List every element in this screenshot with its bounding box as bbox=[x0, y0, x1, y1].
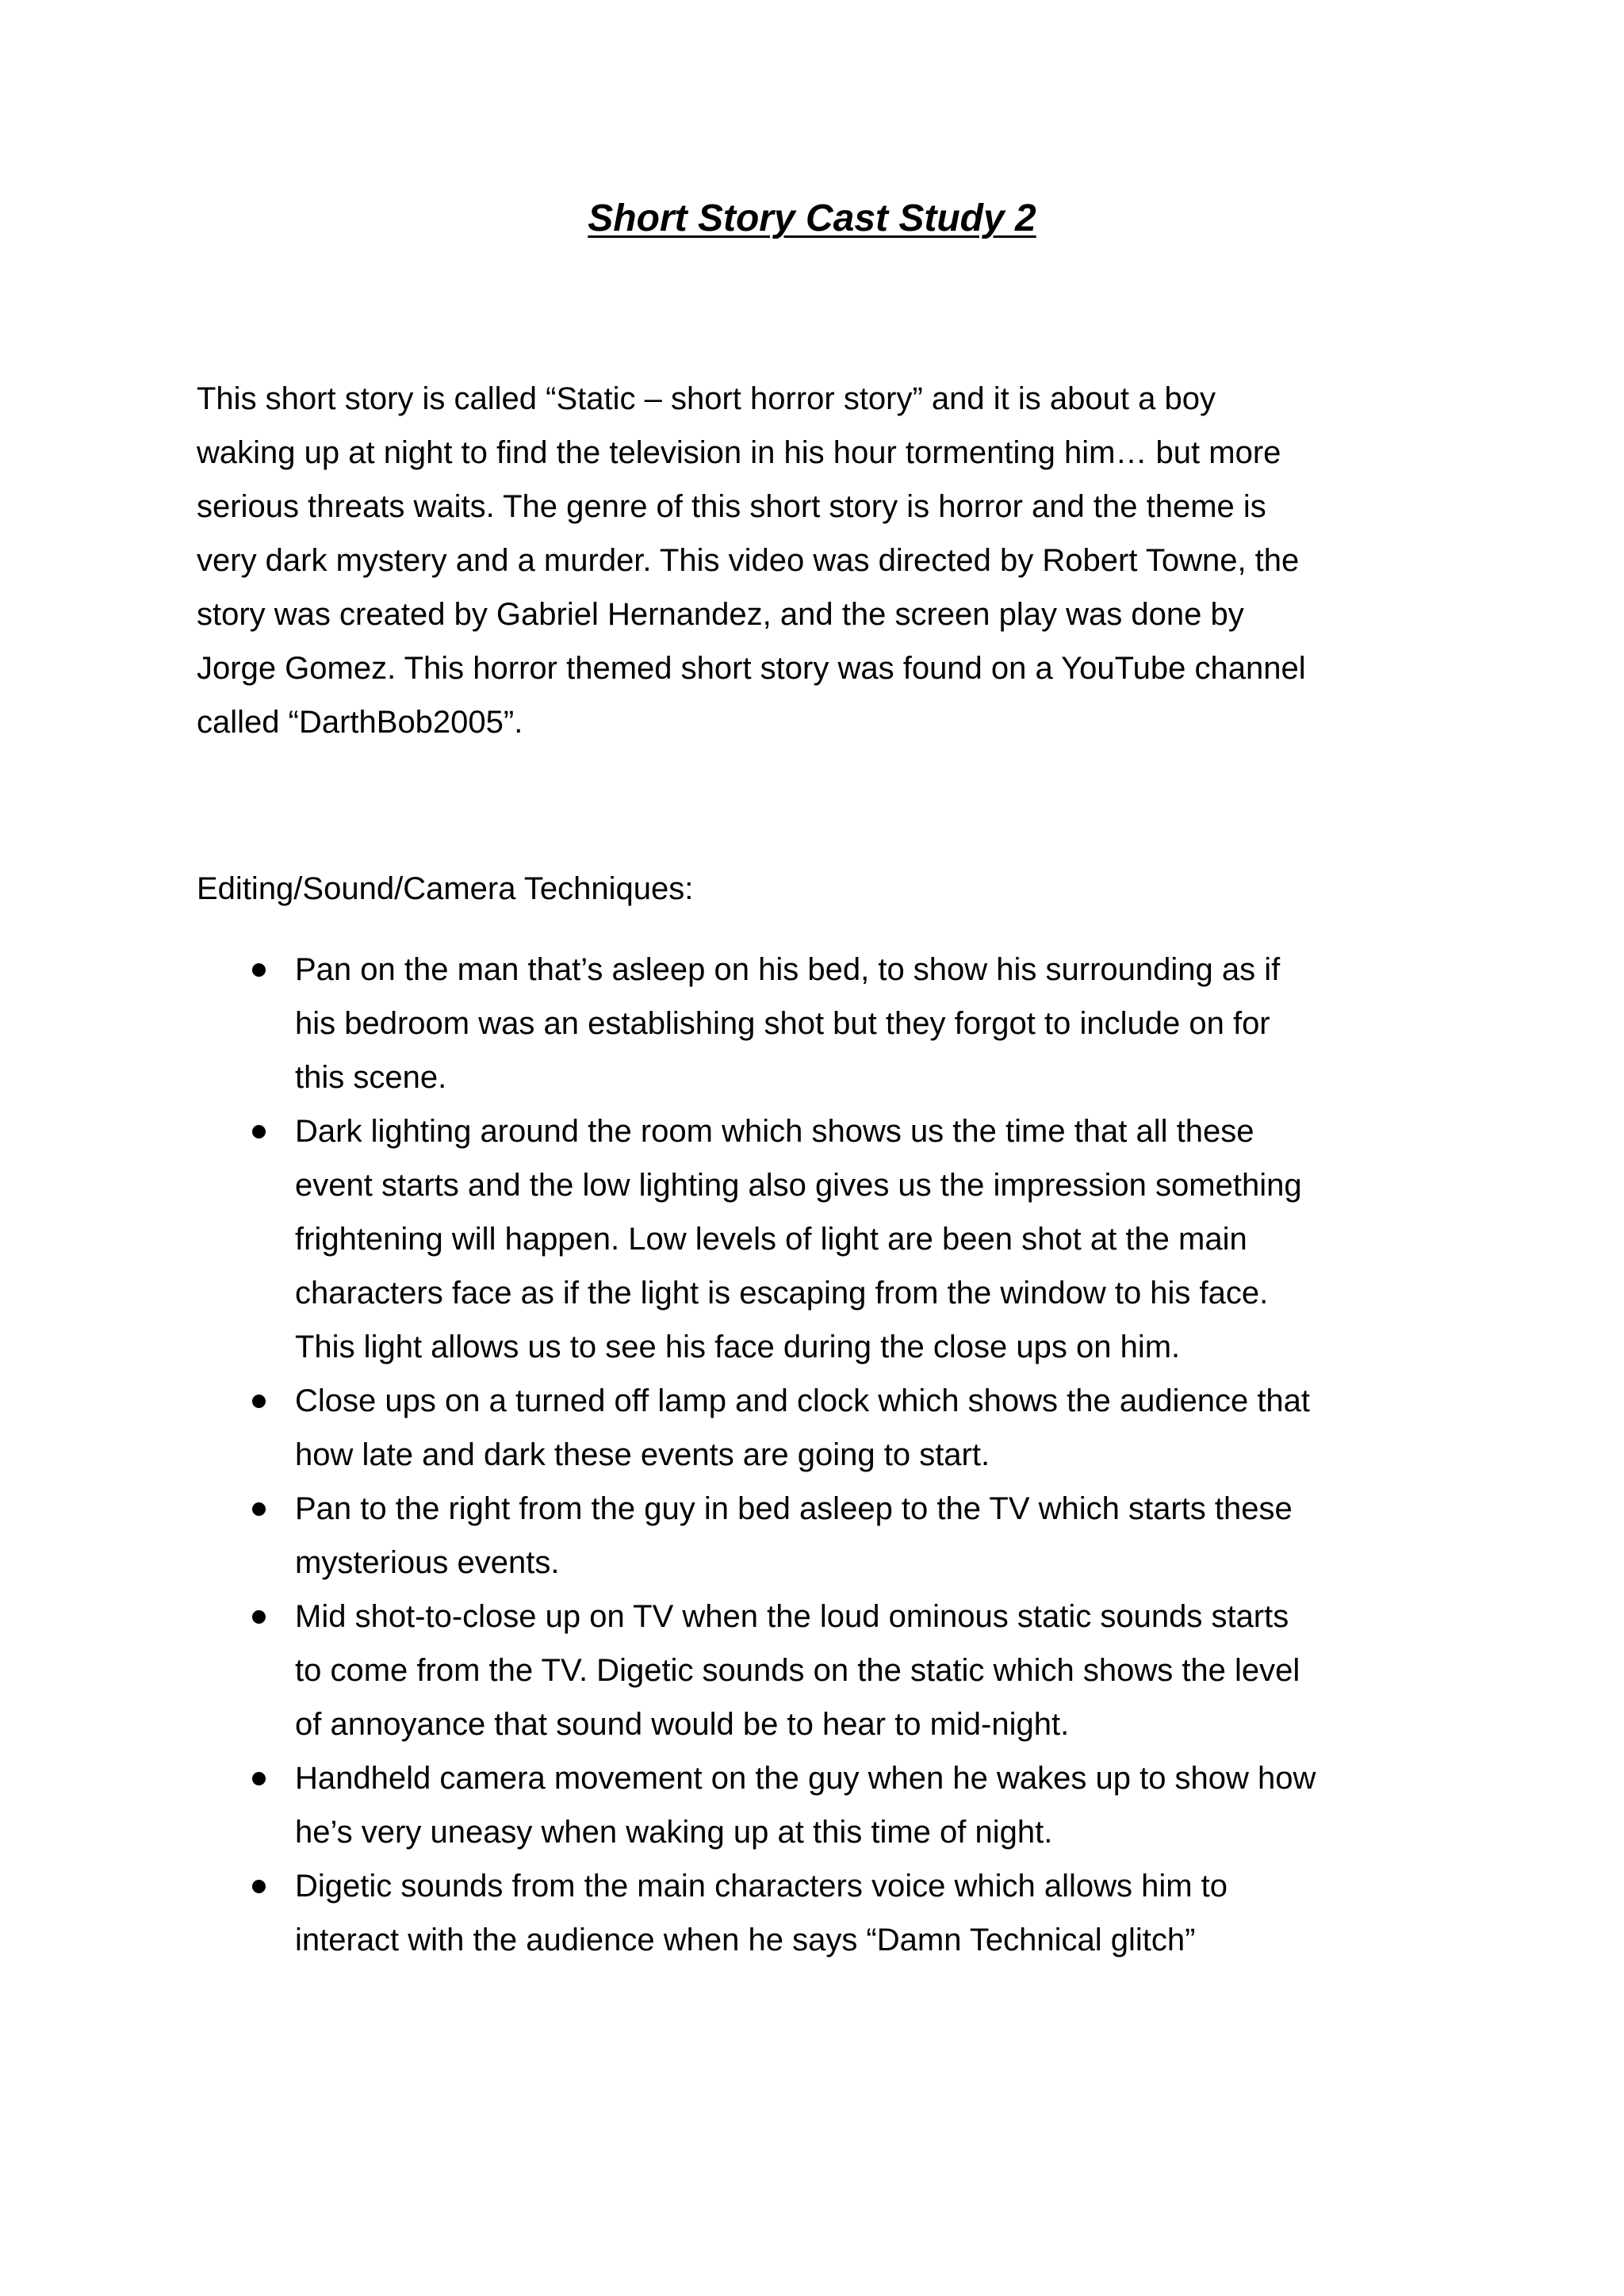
list-item-line: of annoyance that sound would be to hear to mid-night. bbox=[295, 1707, 1070, 1742]
list-item-line: Close ups on a turned off lamp and clock which shows the audience that bbox=[295, 1383, 1311, 1418]
list-item-line: Dark lighting around the room which shows us the time that all these bbox=[295, 1114, 1254, 1149]
list-item-line: Pan to the right from the guy in bed asleep to the TV which starts these bbox=[295, 1491, 1293, 1526]
section-heading: Editing/Sound/Camera Techniques: bbox=[197, 871, 694, 906]
intro-line: waking up at night to find the television in his hour tormenting him… but more bbox=[197, 435, 1281, 470]
intro-line: Jorge Gomez. This horror themed short story was found on a YouTube channel bbox=[197, 651, 1306, 686]
bullet-icon bbox=[252, 963, 266, 977]
list-item bbox=[197, 1104, 1465, 1374]
list-item-line: frightening will happen. Low levels of light are been shot at the main bbox=[295, 1222, 1247, 1257]
list-item-line: mysterious events. bbox=[295, 1545, 560, 1580]
list-item-line: he’s very uneasy when waking up at this time of night. bbox=[295, 1815, 1053, 1850]
list-item-line: to come from the TV. Digetic sounds on the static which shows the level bbox=[295, 1653, 1300, 1688]
bullet-icon bbox=[252, 1610, 266, 1624]
document-title: Short Story Cast Study 2 bbox=[588, 197, 1036, 239]
list-item bbox=[197, 1590, 1465, 1751]
list-item-line: Digetic sounds from the main characters voice which allows him to bbox=[295, 1869, 1228, 1904]
list-item-line: Pan on the man that’s asleep on his bed, to show his surrounding as if bbox=[295, 952, 1281, 987]
list-item-line: his bedroom was an establishing shot but they forgot to include on for bbox=[295, 1006, 1270, 1041]
intro-line: This short story is called “Static – short horror story” and it is about a boy bbox=[197, 381, 1216, 416]
list-item bbox=[197, 1374, 1465, 1482]
bullet-icon bbox=[252, 1395, 266, 1408]
list-item-line: characters face as if the light is escaping from the window to his face. bbox=[295, 1276, 1269, 1311]
list-item bbox=[197, 943, 1465, 1104]
list-item-line: This light allows us to see his face during the close ups on him. bbox=[295, 1330, 1181, 1364]
list-item bbox=[197, 1859, 1465, 1967]
bullet-icon bbox=[252, 1125, 266, 1138]
techniques-list bbox=[197, 943, 1465, 1967]
intro-line: called “DarthBob2005”. bbox=[197, 705, 523, 740]
intro-line: very dark mystery and a murder. This video was directed by Robert Towne, the bbox=[197, 543, 1300, 578]
bullet-icon bbox=[252, 1502, 266, 1516]
list-item-line: how late and dark these events are going to start. bbox=[295, 1437, 990, 1472]
list-item bbox=[197, 1482, 1465, 1590]
list-item-line: Handheld camera movement on the guy when he wakes up to show how bbox=[295, 1761, 1316, 1796]
bullet-icon bbox=[252, 1880, 266, 1893]
intro-line: story was created by Gabriel Hernandez, and the screen play was done by bbox=[197, 597, 1244, 632]
list-item bbox=[197, 1751, 1465, 1859]
list-item-line: Mid shot-to-close up on TV when the loud ominous static sounds starts bbox=[295, 1599, 1289, 1634]
list-item-line: this scene. bbox=[295, 1060, 447, 1095]
intro-line: serious threats waits. The genre of this short story is horror and the theme is bbox=[197, 489, 1266, 524]
bullet-icon bbox=[252, 1772, 266, 1785]
list-item-line: event starts and the low lighting also gives us the impression something bbox=[295, 1168, 1302, 1203]
list-item-line: interact with the audience when he says “Damn Technical glitch” bbox=[295, 1923, 1196, 1957]
intro-paragraph bbox=[197, 372, 1450, 749]
